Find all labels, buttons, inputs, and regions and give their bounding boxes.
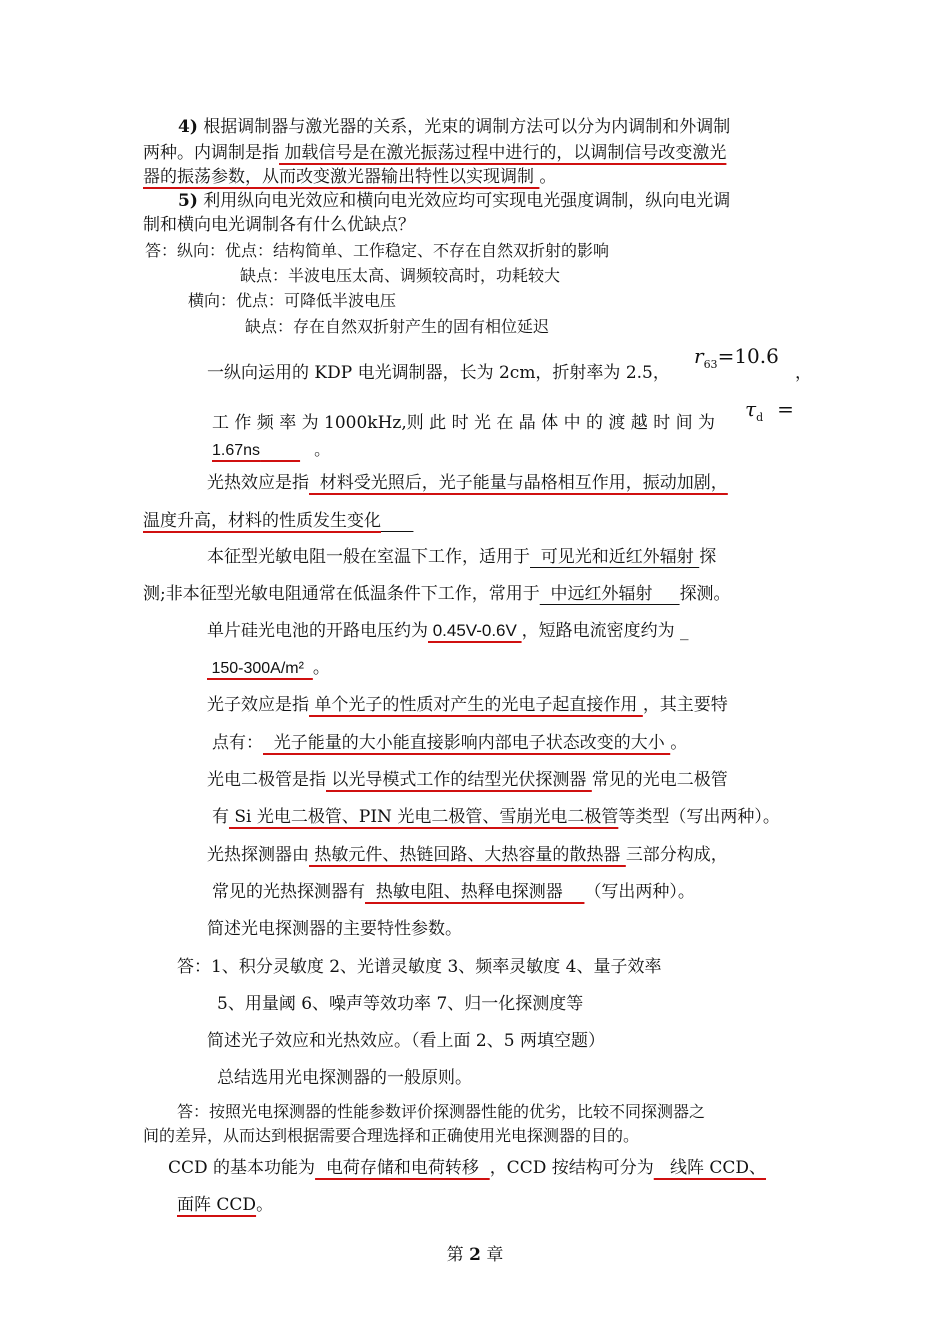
q4-end: 。 <box>539 167 557 187</box>
kdp-line1: 一纵向运用的 KDP 电光调制器，长为 2cm，折射率为 2.5， <box>207 363 670 383</box>
photothermal-prompt: 光热效应是指 <box>207 473 309 493</box>
r63-subscript: 63 <box>703 358 718 371</box>
q5-line2: 制和横向电光调制各有什么优缺点？ <box>143 215 415 235</box>
thermal-detector-line1 <box>207 844 728 866</box>
thermal-detector-prompt: 光热探测器由 <box>207 845 309 865</box>
photoresistor-post2: 探测。 <box>679 584 731 604</box>
kdp-answer-line <box>212 440 330 462</box>
photodiode-post2: 等类型（写出两种）。 <box>618 807 780 827</box>
params-answer-line1: 答：1、积分灵敏度 2、光谱灵敏度 3、频率灵敏度 4、量子效率 <box>177 957 662 977</box>
ccd-line1 <box>168 1157 766 1179</box>
kdp-end: 。 <box>314 442 331 459</box>
kdp-answer-blank <box>260 442 300 459</box>
q5-answer-line3: 横向：优点：可降低半波电压 <box>188 291 397 310</box>
photodiode-answer1: 以光导模式工作的结型光伏探测器 <box>326 770 592 790</box>
photon-effect-post: ，其主要特 <box>642 695 728 715</box>
q5-text: 利用纵向电光效应和横向电光效应均可实现电光强度调制，纵向电光调 <box>197 191 731 211</box>
photon-effect-answer1: 单个光子的性质对产生的光电子起直接作用 <box>309 695 643 715</box>
q5-number: 5) <box>178 191 198 211</box>
photoresistor-answer2: 中远红外辐射 <box>539 584 680 604</box>
principle-question: 总结选用光电探测器的一般原则。 <box>217 1068 472 1088</box>
photoresistor-line2 <box>143 583 731 605</box>
photodiode-answer2: Si 光电二极管、PIN 光电二极管、雪崩光电二极管 <box>229 807 619 827</box>
q4-line3 <box>143 166 556 188</box>
r63-symbol: r <box>694 344 704 368</box>
thermal-detector-answer2: 热敏电阻、热释电探测器 <box>365 882 585 902</box>
ccd-function-answer: 电荷存储和电荷转移 <box>315 1158 490 1178</box>
kdp-answer <box>212 442 300 459</box>
params-question: 简述光电探测器的主要特性参数。 <box>207 919 462 939</box>
solarcell-line1 <box>207 620 688 642</box>
thermal-detector-answer1: 热敏元件、热链回路、大热容量的散热器 <box>309 845 626 865</box>
q5-answer-line2: 缺点：半波电压太高、调频较高时，功耗较大 <box>240 266 561 285</box>
photon-effect-line1 <box>207 694 728 716</box>
ccd-structure-answer1: 线阵 CCD、 <box>653 1158 767 1178</box>
solarcell-end: 。 <box>312 658 330 678</box>
ccd-line2 <box>177 1194 273 1216</box>
tau-subscript: d <box>756 411 764 424</box>
principle-answer-line2: 间的差异，从而达到根据需要合理选择和正确使用光电探测器的目的。 <box>143 1126 640 1145</box>
solarcell-line2 <box>207 657 330 680</box>
ccd-end: 。 <box>256 1195 274 1215</box>
photothermal-answer-part1: 材料受光照后，光子能量与晶格相互作用，振动加剧， <box>309 473 728 493</box>
chapter-footer <box>0 1240 950 1265</box>
q5-answer-line1: 答：纵向：优点：结构简单、工作稳定、不存在自然双折射的影响 <box>145 241 610 260</box>
solarcell-voltage-answer: 0.45V-0.6V <box>428 621 522 640</box>
photodiode-line1 <box>207 769 728 791</box>
thermal-detector-line2 <box>212 881 695 903</box>
solarcell-prompt: 单片硅光电池的开路电压约为 <box>207 621 428 641</box>
photodiode-prompt2: 有 <box>212 807 229 827</box>
solarcell-current-answer: 150-300A/m² <box>207 660 313 677</box>
r63-formula <box>694 344 779 371</box>
principle-answer-line1: 答：按照光电探测器的性能参数评价探测器性能的优劣，比较不同探测器之 <box>177 1102 706 1121</box>
kdp-line2: 工 作 频 率 为 1000kHz,则 此 时 光 在 晶 体 中 的 渡 越 时 间 为 <box>212 413 716 433</box>
photodiode-post: 常见的光电二极管 <box>591 770 728 790</box>
chapter-prefix: 第 <box>446 1245 470 1265</box>
photon-effect-answer2: 光子能量的大小能直接影响内部电子状态改变的大小 <box>263 733 671 753</box>
thermal-detector-post: 三部分构成， <box>625 845 728 865</box>
q4-line2 <box>143 142 726 164</box>
photoresistor-line1 <box>207 546 716 568</box>
solarcell-mid: ，短路电流密度约为 _ <box>521 621 689 641</box>
chapter-number: 2 <box>469 1245 481 1265</box>
q5-line1 <box>178 190 730 212</box>
photoresistor-post1: 探 <box>699 547 717 567</box>
ccd-prompt: CCD 的基本功能为 <box>168 1158 316 1178</box>
kdp-answer-value: 1.67ns <box>212 442 261 459</box>
thermal-detector-post2: （写出两种）。 <box>584 882 695 902</box>
photoresistor-prompt1: 本征型光敏电阻一般在室温下工作，适用于 <box>207 547 530 567</box>
photothermal-blank <box>381 511 413 531</box>
ccd-structure-answer2: 面阵 CCD <box>177 1195 257 1215</box>
q4-line1 <box>178 116 730 138</box>
thermal-detector-prompt2: 常见的光热探测器有 <box>212 882 365 902</box>
photoresistor-prompt2: 测;非本征型光敏电阻通常在低温条件下工作，常用于 <box>143 584 540 604</box>
photothermal-line2 <box>143 510 413 532</box>
q4-answer-part2: 器的振荡参数，从而改变激光器输出特性以实现调制 <box>143 167 540 187</box>
photothermal-line1 <box>207 472 728 494</box>
photoresistor-answer1: 可见光和近红外辐射 <box>530 547 700 567</box>
tau-formula <box>745 397 794 424</box>
chapter-suffix: 章 <box>480 1245 504 1265</box>
kdp-comma: ， <box>795 363 812 383</box>
ccd-mid: ，CCD 按结构可分为 <box>489 1158 654 1178</box>
photothermal-answer-part2: 温度升高，材料的性质发生变化 <box>143 511 381 531</box>
q4-text: 根据调制器与激光器的关系，光束的调制方法可以分为内调制和外调制 <box>197 117 731 137</box>
params-answer-line2: 5、用量阈 6、噪声等效功率 7、归一化探测度等 <box>217 994 584 1014</box>
summary-question: 简述光子效应和光热效应。（看上面 2、5 两填空题） <box>207 1031 605 1051</box>
photodiode-line2 <box>212 806 780 828</box>
photodiode-prompt: 光电二极管是指 <box>207 770 326 790</box>
q5-answer-line4: 缺点：存在自然双折射产生的固有相位延迟 <box>245 317 550 336</box>
q4-prompt: 两种。内调制是指 <box>143 143 279 163</box>
q4-answer-part1: 加载信号是在激光振荡过程中进行的，以调制信号改变激光 <box>279 143 727 163</box>
tau-equals: = <box>777 397 794 421</box>
photon-effect-prompt2: 点有： <box>212 733 263 753</box>
tau-symbol: τ <box>745 397 757 421</box>
photon-effect-line2 <box>212 732 687 754</box>
photon-effect-prompt: 光子效应是指 <box>207 695 309 715</box>
photon-effect-end: 。 <box>670 733 688 753</box>
q4-number: 4) <box>178 117 198 137</box>
r63-value: =10.6 <box>717 344 779 368</box>
